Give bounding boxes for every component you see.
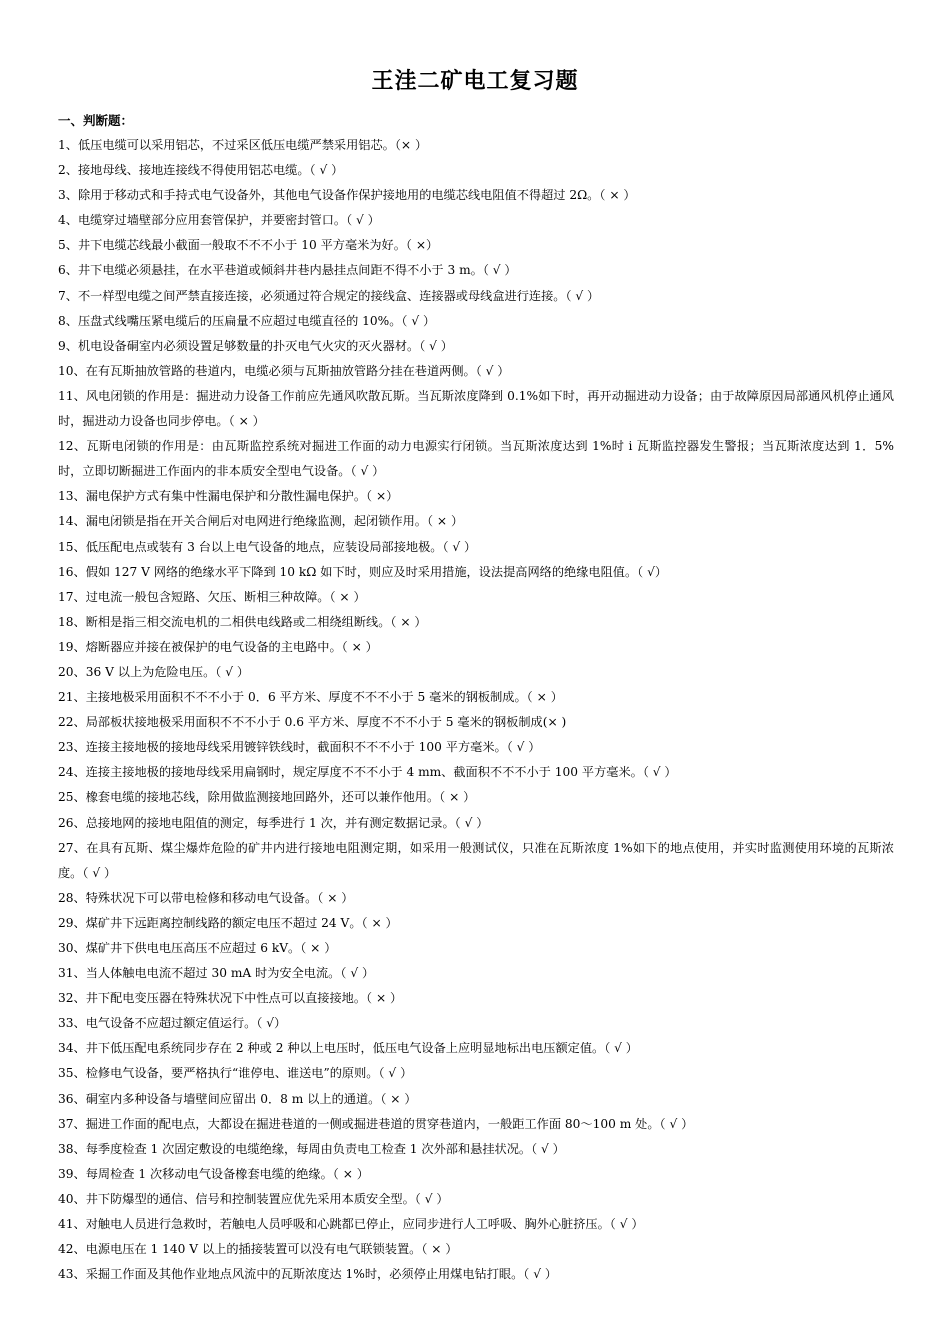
question-item: 21、主接地极采用面积不不不小于 0．6 平方米、厚度不不不小于 5 毫米的钢板制成。（ × ） [58, 690, 563, 705]
question-item: 27、在具有瓦斯、煤尘爆炸危险的矿井内进行接地电阻测定期，如采用一般测试仪，只准在瓦斯浓度 1%如下的地点使用，并实时监测使用环境的瓦斯浓度。（ √ ） [58, 840, 894, 880]
question-item: 26、总接地网的接地电阻值的测定，每季进行 1 次，并有测定数据记录。（ √ ） [58, 815, 489, 830]
question-item: 25、橡套电缆的接地芯线，除用做监测接地回路外，还可以兼作他用。（ × ） [58, 790, 476, 805]
question-item: 42、电源电压在 1 140 V 以上的插接装置可以没有电气联锁装置。（ × ） [58, 1242, 458, 1257]
question-item: 41、对触电人员进行急救时，若触电人员呼吸和心跳都已停止，应同步进行人工呼吸、胸外心脏挤压。（ √ ） [58, 1217, 644, 1232]
question-item: 11、风电闭锁的作用是：掘进动力设备工作前应先通风吹散瓦斯。当瓦斯浓度降到 0.1%如下时，再开动掘进动力设备；由于故障原因局部通风机停止通风时，掘进动力设备也同步停电。（ × ） [58, 388, 894, 429]
question-item: 39、每周检查 1 次移动电气设备橡套电缆的绝缘。（ × ） [58, 1166, 369, 1181]
question-item: 37、掘进工作面的配电点，大都设在掘进巷道的一侧或掘进巷道的贯穿巷道内，一般距工作面 80～100 m 处。（ √ ） [58, 1116, 694, 1131]
question-item: 33、电气设备不应超过额定值运行。（ √） [58, 1016, 287, 1031]
question-item: 36、硐室内多种设备与墙壁间应留出 0．8 m 以上的通道。（ × ） [58, 1091, 417, 1106]
question-item: 3、除用于移动式和手持式电气设备外，其他电气设备作保护接地用的电缆芯线电阻值不得超过 2Ω。（ × ） [58, 188, 636, 203]
question-item: 29、煤矿井下远距离控制线路的额定电压不超过 24 V。（ × ） [58, 915, 398, 930]
question-item: 40、井下防爆型的通信、信号和控制装置应优先采用本质安全型。（ √ ） [58, 1191, 449, 1206]
question-item: 4、电缆穿过墙壁部分应用套管保护，并要密封管口。（ √ ） [58, 213, 380, 228]
question-item: 35、检修电气设备，要严格执行“谁停电、谁送电”的原则。（ √ ） [58, 1066, 413, 1081]
question-item: 16、假如 127 V 网络的绝缘水平下降到 10 kΩ 如下时，则应及时采用措施，设法提高网络的绝缘电阻值。（ √） [58, 564, 668, 579]
question-item: 1、低压电缆可以采用铝芯，不过采区低压电缆严禁采用铝芯。（× ） [58, 138, 428, 152]
document-title: 王洼二矿电工复习题 [371, 69, 579, 94]
question-item: 31、当人体触电电流不超过 30 mA 时为安全电流。（ √ ） [58, 966, 375, 981]
question-item: 10、在有瓦斯抽放管路的巷道内，电缆必须与瓦斯抽放管路分挂在巷道两侧。（ √ ） [58, 363, 510, 378]
question-item: 12、瓦斯电闭锁的作用是：由瓦斯监控系统对掘进工作面的动力电源实行闭锁。当瓦斯浓度达到 1%时 i 瓦斯监控器发生警报；当瓦斯浓度达到 1．5%时，立即切断掘进工作面内的非本质安全型电气设备。（ √ ） [58, 439, 894, 479]
question-item: 14、漏电闭锁是指在开关合闸后对电网进行绝缘监测，起闭锁作用。（ × ） [58, 514, 464, 529]
question-item: 17、过电流一般包含短路、欠压、断相三种故障。（ × ） [58, 589, 366, 604]
question-item: 43、采掘工作面及其他作业地点风流中的瓦斯浓度达 1%时，必须停止用煤电钻打眼。（ √ ） [58, 1267, 558, 1282]
question-item: 34、井下低压配电系统同步存在 2 种或 2 种以上电压时，低压电气设备上应明显地标出电压额定值。（ √ ） [58, 1041, 638, 1056]
question-item: 8、压盘式线嘴压紧电缆后的压扁量不应超过电缆直径的 10%。（ √ ） [58, 313, 436, 328]
question-item: 13、漏电保护方式有集中性漏电保护和分散性漏电保护。（ ×） [58, 489, 399, 504]
question-item: 23、连接主接地极的接地母线采用镀锌铁线时，截面积不不不小于 100 平方毫米。（ √ ） [58, 740, 541, 755]
question-item: 15、低压配电点或装有 3 台以上电气设备的地点，应装设局部接地极。（ √ ） [58, 539, 477, 554]
question-item: 18、断相是指三相交流电机的二相供电线路或二相绕组断线。（ × ） [58, 614, 427, 629]
question-item: 7、不一样型电缆之间严禁直接连接，必须通过符合规定的接线盒、连接器或母线盒进行连接。（ √ ） [58, 288, 600, 303]
question-item: 28、特殊状况下可以带电检修和移动电气设备。（ × ） [58, 890, 354, 905]
question-item: 38、每季度检查 1 次固定敷设的电缆绝缘，每周由负责电工检查 1 次外部和悬挂状况。（ √ ） [58, 1141, 565, 1156]
question-item: 22、局部板状接地极采用面积不不不小于 0.6 平方米、厚度不不不小于 5 毫米的钢板制成(× ) [58, 715, 567, 730]
question-item: 5、井下电缆芯线最小截面一般取不不不小于 10 平方毫米为好。（ ×） [58, 238, 439, 253]
question-list [58, 133, 894, 1287]
question-item: 32、井下配电变压器在特殊状况下中性点可以直接接地。（ × ） [58, 991, 403, 1006]
question-item: 2、接地母线、接地连接线不得使用铝芯电缆。（ √ ） [58, 163, 344, 178]
question-item: 9、机电设备硐室内必须设置足够数量的扑灭电气火灾的灭火器材。（ √ ） [58, 338, 453, 353]
question-item: 30、煤矿井下供电电压高压不应超过 6 kV。（ × ） [58, 941, 337, 955]
section-heading: 一、判断题： [58, 113, 134, 128]
question-item: 19、熔断器应并接在被保护的电气设备的主电路中。（ × ） [58, 639, 378, 654]
question-item: 6、井下电缆必须悬挂，在水平巷道或倾斜井巷内悬挂点间距不得不小于 3 m。（ √ ） [58, 263, 517, 278]
question-item: 24、连接主接地极的接地母线采用扁钢时，规定厚度不不不小于 4 mm、截面积不不不小于 100 平方毫米。（ √ ） [58, 765, 677, 780]
question-item: 20、36 V 以上为危险电压。（ √ ） [58, 664, 250, 679]
